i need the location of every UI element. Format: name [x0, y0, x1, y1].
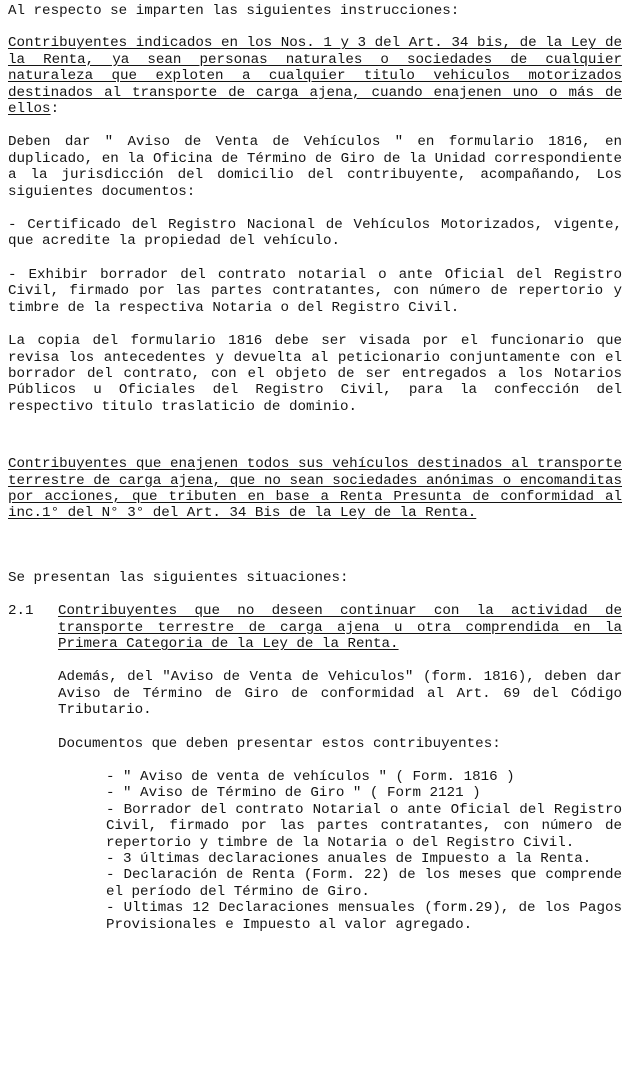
document-page [8, 3, 622, 933]
situation-2-1 [8, 603, 622, 652]
document-item: - 3 últimas declaraciones anuales de Impuesto a la Renta. [106, 851, 592, 868]
situation-paragraph-termino-giro: Además, del "Aviso de Venta de Vehiculos" (form. 1816), deben dar Aviso de Término de Giro de conformidad al Art. 69 del Código Tributario. [58, 669, 622, 719]
document-item: - " Aviso de Término de Giro " ( Form 2121 ) [106, 785, 481, 802]
section1-paragraph-copia: La copia del formulario 1816 debe ser visada por el funcionario que revisa los antecedentes y devuelta al peticionario conjuntamente con el borrador del contrato, con el objeto de ser entregados a los Notarios Públicos u Oficiales del Registro Civil, para la confección del respectivo titulo traslaticio de dominio. [8, 333, 622, 415]
document-item: - Ultimas 12 Declaraciones mensuales (form.29), de los Pagos Provisionales e Impuesto al valor agregado. [106, 900, 622, 933]
section1-paragraph-aviso: Deben dar " Aviso de Venta de Vehículos " en formulario 1816, en duplicado, en la Oficina de Término de Giro de la Unidad correspondiente a la jurisdicción del domicilio del contribuyente, acompañando, Los siguientes documentos: [8, 134, 622, 200]
section1-heading [8, 35, 622, 117]
section2-heading: Contribuyentes que enajenen todos sus vehículos destinados al transporte terrestre de carga ajena, que no sean sociedades anónimas o encomanditas por acciones, que tributen en base a Renta Presunta de conformidad al inc.1° del N° 3° del Art. 34 Bis de la Ley de la Renta. [8, 456, 622, 522]
situation-number: 2.1 [8, 603, 34, 620]
document-item: - Declaración de Renta (Form. 22) de los meses que comprende el período del Término de Giro. [106, 867, 622, 900]
documents-list [8, 769, 622, 933]
document-item: - Borrador del contrato Notarial o ante Oficial del Registro Civil, firmado por las partes contratantes, con número de repertorio y timbre de la Notaria o del Registro Civil. [106, 801, 622, 851]
document-item: - " Aviso de venta de vehículos " ( Form. 1816 ) [106, 769, 515, 785]
situation-heading: Contribuyentes que no deseen continuar con la actividad de transporte terrestre de carga ajena u otra comprendida en la Primera Categoria de la Ley de la Renta. [58, 603, 622, 652]
section1-paragraph-borrador: - Exhibir borrador del contrato notarial o ante Oficial del Registro Civil, firmado por las partes contratantes, con número de repertorio y timbre de la respectiva Notaria o del Registro Civil. [8, 266, 622, 316]
situations-intro: Se presentan las siguientes situaciones: [8, 569, 349, 586]
section1-heading-text: Contribuyentes indicados en los Nos. 1 y 3 del Art. 34 bis, de la Ley de la Renta, ya sean personas naturales o sociedades de cualquier naturaleza que exploten a cualquier titulo vehiculos motorizados destinados al transporte de carga ajena, cuando enajenen uno o más de ellos [8, 35, 622, 118]
section1-heading-colon: : [50, 101, 60, 118]
section1-paragraph-certificado: - Certificado del Registro Nacional de Vehículos Motorizados, vigente, que acredite la propiedad del vehículo. [8, 217, 622, 250]
intro-line: Al respecto se imparten las siguientes instrucciones: [8, 3, 460, 19]
documents-intro: Documentos que deben presentar estos contribuyentes: [58, 735, 501, 752]
